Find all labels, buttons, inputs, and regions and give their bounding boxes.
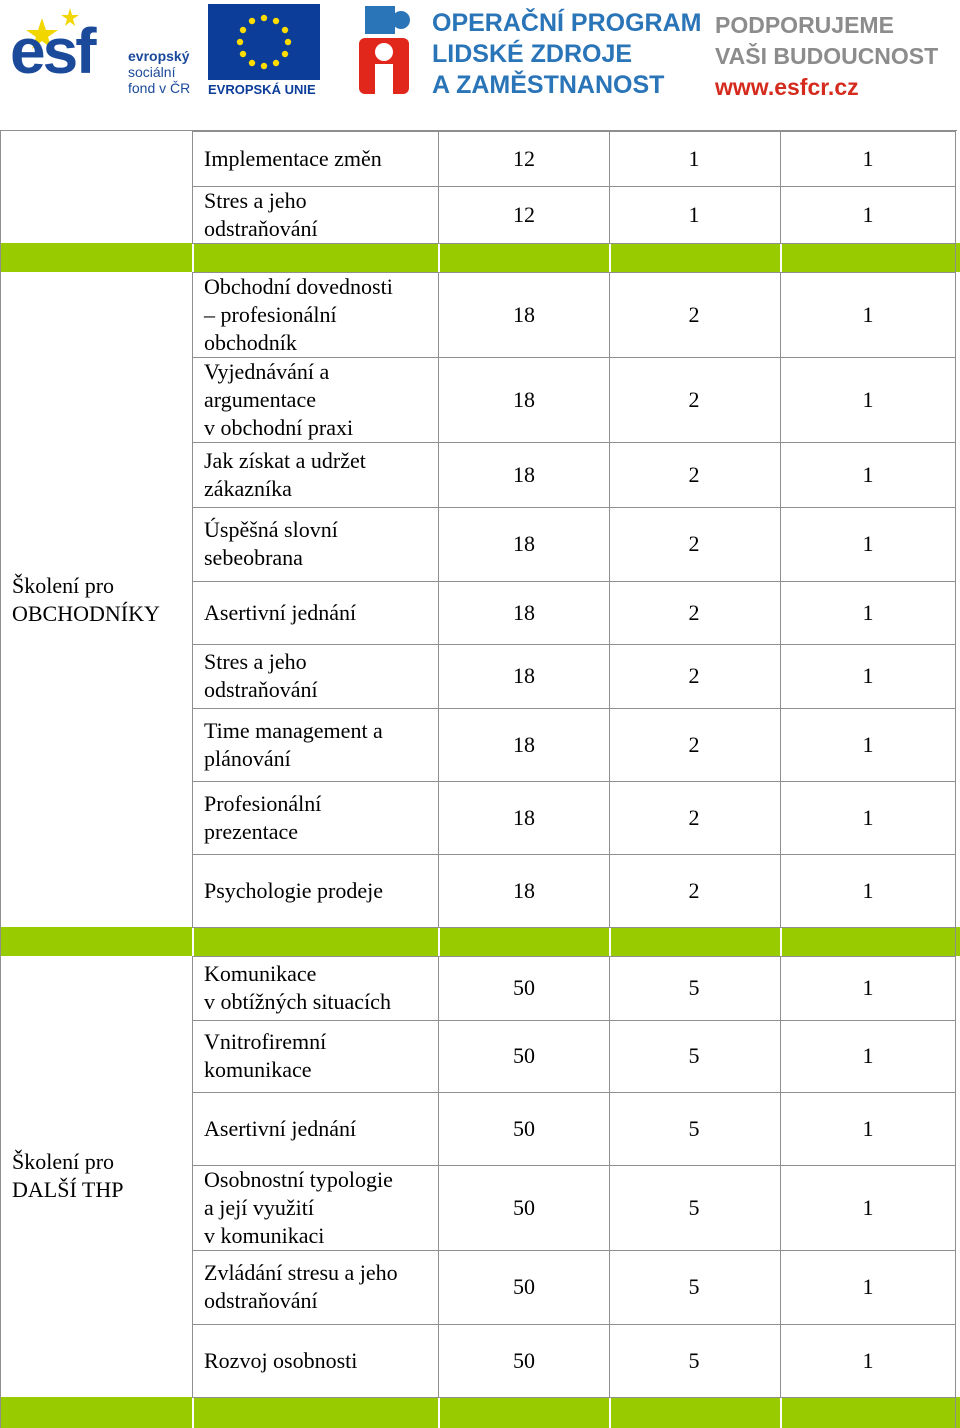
separator-divider [192,1397,194,1428]
value-c2: 2 [688,878,700,903]
section-separator [0,243,960,272]
row-divider [192,442,956,443]
row-divider [192,1324,956,1325]
row-divider [192,708,956,709]
course-name: Asertivní jednání [204,600,357,625]
row-divider [192,131,956,132]
value-c2: 1 [688,146,700,171]
separator-divider [438,243,440,272]
row-divider [192,927,956,928]
value-c2: 2 [688,387,700,412]
section-separator [0,1397,960,1428]
course-name: Vnitrofiremní komunikace [204,1029,327,1082]
column-divider [609,131,610,243]
value-c3: 1 [862,1195,874,1220]
esf-wordmark: esf [10,15,94,87]
course-name: Rozvoj osobnosti [204,1348,358,1373]
value-c2: 5 [688,975,700,1000]
separator-divider [780,1397,782,1428]
section-separator [0,927,960,956]
row-divider [192,1397,956,1398]
separator-divider [609,1397,611,1428]
row-divider [192,507,956,508]
op-line3: A ZAMĚSTNANOST [432,71,665,99]
value-c1: 50 [513,1116,535,1141]
value-c3: 1 [862,1116,874,1141]
value-c1: 50 [513,1195,535,1220]
value-c1: 18 [513,878,535,903]
table-right-border [955,130,956,1428]
group-label: Školení pro DALŠÍ THP [12,1149,124,1202]
value-c2: 2 [688,462,700,487]
esf-line3: fond v ČR [128,80,191,96]
value-c3: 1 [862,732,874,757]
row-divider [192,854,956,855]
value-c1: 12 [513,146,535,171]
row-divider [192,1020,956,1021]
column-divider [192,272,193,927]
column-divider [438,131,439,243]
separator-divider [609,243,611,272]
value-c3: 1 [862,1348,874,1373]
value-c2: 5 [688,1043,700,1068]
course-name: Profesionální prezentace [204,791,322,844]
value-c2: 1 [688,202,700,227]
value-c1: 18 [513,462,535,487]
column-divider [192,956,193,1397]
slogan-line1: PODPORUJEME [715,12,894,38]
value-c1: 50 [513,1043,535,1068]
value-c2: 2 [688,663,700,688]
separator-divider [438,1397,440,1428]
row-divider [192,581,956,582]
course-name: Komunikace v obtížných situacích [204,961,391,1014]
value-c2: 2 [688,805,700,830]
op-line2: LIDSKÉ ZDROJE [432,40,633,68]
value-c1: 18 [513,732,535,757]
column-divider [780,956,781,1397]
value-c3: 1 [862,387,874,412]
column-divider [780,272,781,927]
course-name: Stres a jeho odstraňování [204,649,318,702]
column-divider [438,956,439,1397]
column-divider [192,131,193,243]
column-divider [780,131,781,243]
course-name: Vyjednávání a argumentace v obchodní praxi [204,359,354,440]
value-c1: 12 [513,202,535,227]
course-name: Jak získat a udržet zákazníka [204,448,366,501]
column-divider [609,272,610,927]
value-c2: 5 [688,1195,700,1220]
course-name: Stres a jeho odstraňování [204,188,318,241]
op-line1: OPERAČNÍ PROGRAM [432,9,702,37]
separator-divider [192,243,194,272]
row-divider [192,644,956,645]
value-c1: 18 [513,387,535,412]
value-c3: 1 [862,202,874,227]
value-c1: 50 [513,1348,535,1373]
value-c1: 18 [513,805,535,830]
column-divider [609,956,610,1397]
slogan-line2: VAŠI BUDOUCNOST [715,43,939,69]
course-name: Obchodní dovednosti – profesionální obchodník [204,274,393,355]
course-name: Asertivní jednání [204,1116,357,1141]
value-c2: 5 [688,1274,700,1299]
row-divider [192,956,956,957]
value-c3: 1 [862,302,874,327]
value-c2: 5 [688,1348,700,1373]
column-divider [438,272,439,927]
value-c2: 2 [688,531,700,556]
course-name: Zvládání stresu a jeho odstraňování [204,1260,398,1313]
value-c1: 18 [513,531,535,556]
separator-divider [438,927,440,956]
value-c3: 1 [862,878,874,903]
row-divider [192,781,956,782]
course-name: Implementace změn [204,146,382,171]
value-c2: 5 [688,1116,700,1141]
value-c3: 1 [862,531,874,556]
eu-label: EVROPSKÁ UNIE [208,82,316,97]
esf-line2: sociální [128,64,176,80]
table-left-border [0,130,1,1428]
value-c3: 1 [862,1043,874,1068]
course-name: Úspěšná slovní sebeobrana [204,517,338,570]
row-divider [192,1092,956,1093]
value-c1: 18 [513,663,535,688]
course-name: Osobnostní typologie a její využití v komunikaci [204,1167,393,1248]
value-c3: 1 [862,805,874,830]
row-divider [192,1250,956,1251]
value-c3: 1 [862,975,874,1000]
group-label: Školení pro OBCHODNÍKY [12,573,160,626]
value-c1: 50 [513,975,535,1000]
value-c3: 1 [862,462,874,487]
value-c2: 2 [688,732,700,757]
esf-line1: evropský [128,48,190,64]
course-name: Psychologie prodeje [204,878,384,903]
value-c1: 18 [513,600,535,625]
esf-website-link[interactable]: www.esfcr.cz [715,74,859,100]
value-c1: 18 [513,302,535,327]
separator-divider [780,243,782,272]
value-c2: 2 [688,302,700,327]
separator-divider [192,927,194,956]
value-c1: 50 [513,1274,535,1299]
course-name: Time management a plánování [204,718,383,771]
value-c3: 1 [862,1274,874,1299]
row-divider [192,243,956,244]
value-c3: 1 [862,663,874,688]
value-c3: 1 [862,146,874,171]
value-c3: 1 [862,600,874,625]
value-c2: 2 [688,600,700,625]
separator-divider [609,927,611,956]
separator-divider [780,927,782,956]
